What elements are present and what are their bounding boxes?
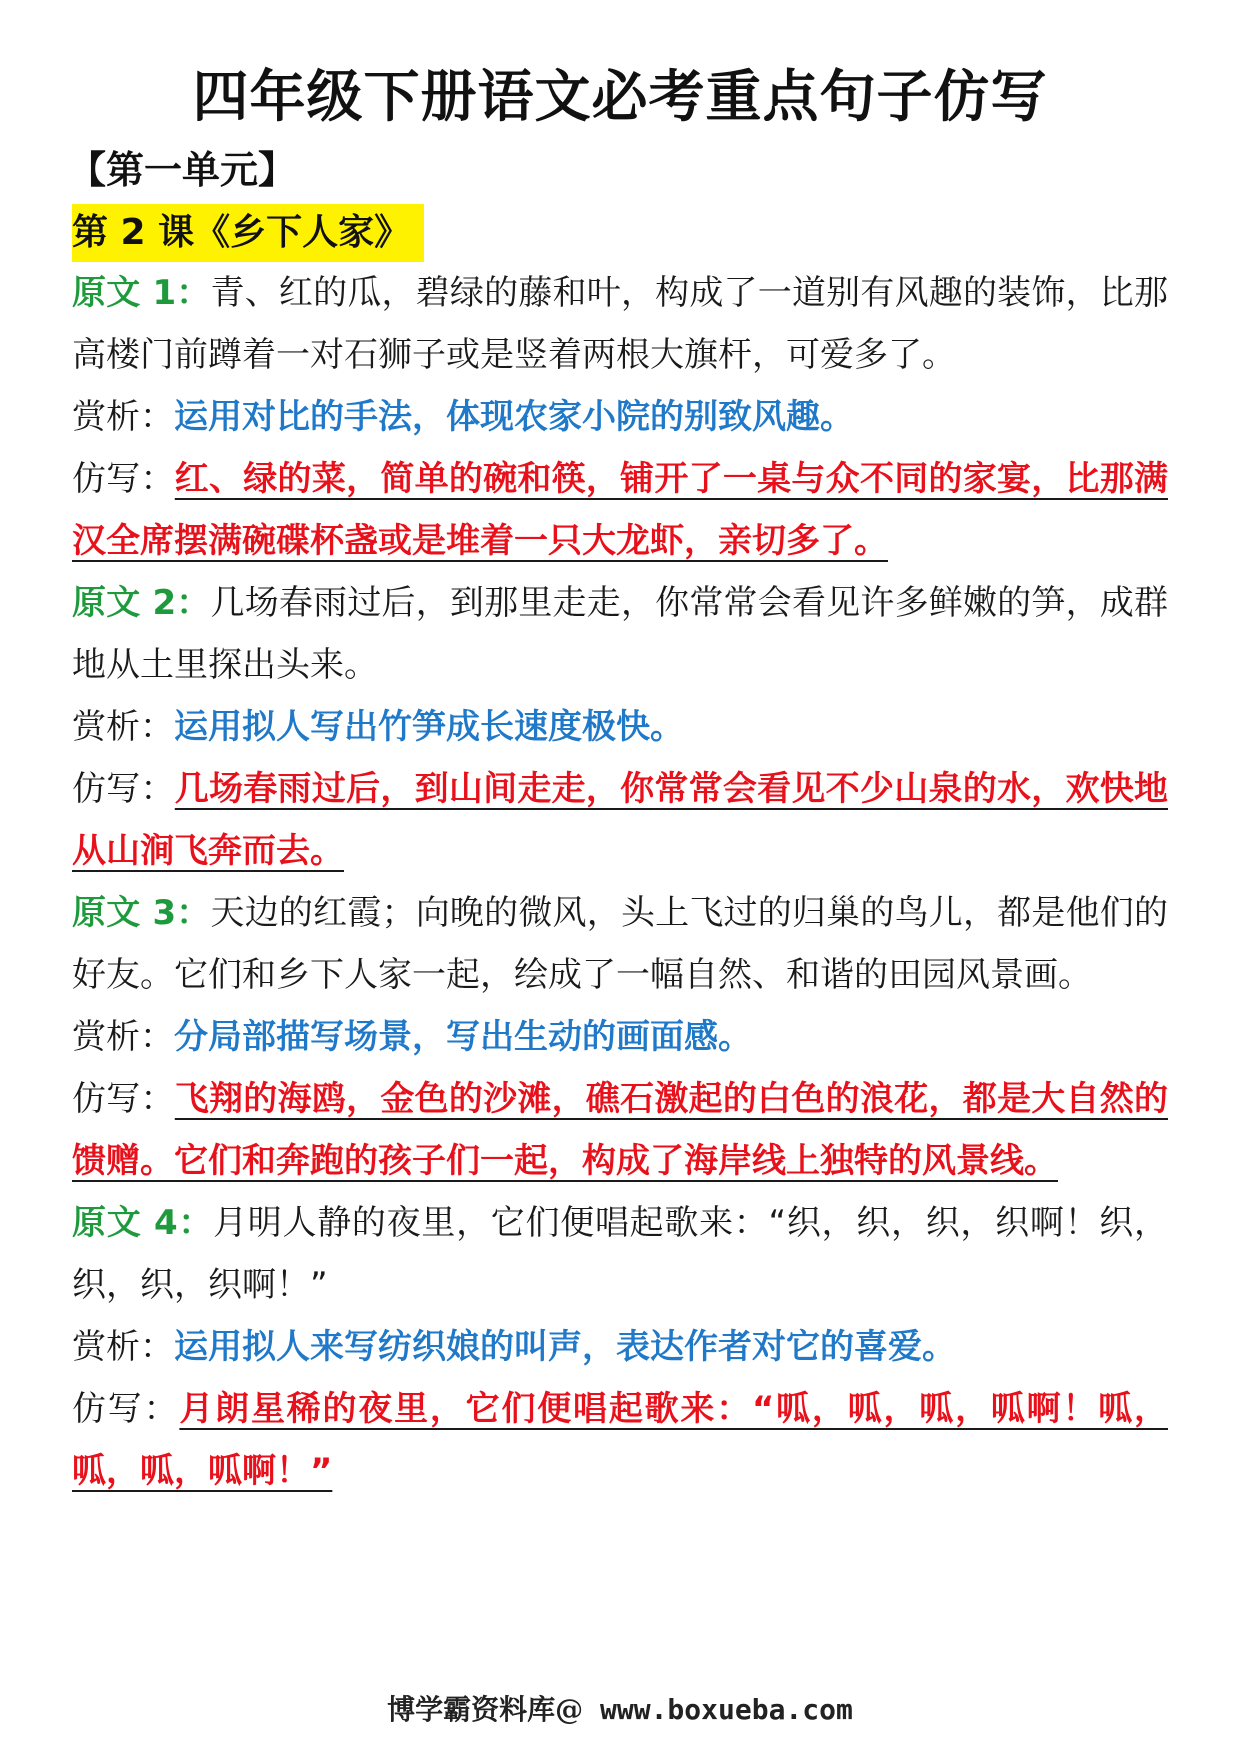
imitation-text: 飞翔的海鸥，金色的沙滩，礁石激起的白色的浪花，都是大自然的馈赠。它们和奔跑的孩子们一起，构成了海岸线上独特的风景线。 bbox=[72, 1079, 1169, 1181]
analysis-label: 赏析： bbox=[72, 1017, 174, 1057]
original-paragraph bbox=[72, 882, 1168, 1006]
sentence-entry-3 bbox=[72, 882, 1168, 1192]
analysis-paragraph bbox=[72, 1006, 1168, 1068]
original-label: 原文 3： bbox=[72, 893, 211, 933]
original-label: 原文 1： bbox=[72, 273, 211, 313]
footer-url: www.boxueba.com bbox=[583, 1693, 853, 1726]
analysis-text: 运用对比的手法，体现农家小院的别致风趣。 bbox=[174, 397, 854, 437]
imitation-text: 几场春雨过后，到山间走走，你常常会看见不少山泉的水，欢快地从山涧飞奔而去。 bbox=[72, 769, 1169, 871]
imitation-label: 仿写： bbox=[72, 1389, 180, 1429]
imitation-paragraph bbox=[72, 1378, 1168, 1502]
page-title: 四年级下册语文必考重点句子仿写 bbox=[192, 65, 1048, 130]
analysis-paragraph bbox=[72, 1316, 1168, 1378]
analysis-label: 赏析： bbox=[72, 397, 174, 437]
sentence-entry-1 bbox=[72, 262, 1168, 572]
lesson-heading: 第 2 课《乡下人家》 bbox=[72, 204, 424, 262]
unit-heading: 【第一单元】 bbox=[68, 148, 297, 192]
analysis-text: 分局部描写场景，写出生动的画面感。 bbox=[174, 1017, 752, 1057]
original-text: 天边的红霞；向晚的微风，头上飞过的归巢的鸟儿，都是他们的好友。它们和乡下人家一起，绘成了一幅自然、和谐的田园风景画。 bbox=[72, 893, 1168, 995]
imitation-label: 仿写： bbox=[72, 769, 175, 809]
imitation-paragraph bbox=[72, 1068, 1168, 1192]
analysis-text: 运用拟人写出竹笋成长速度极快。 bbox=[174, 707, 684, 747]
analysis-paragraph bbox=[72, 696, 1168, 758]
original-paragraph bbox=[72, 262, 1168, 386]
analysis-label: 赏析： bbox=[72, 707, 174, 747]
original-text: 几场春雨过后，到那里走走，你常常会看见许多鲜嫩的笋，成群地从土里探出头来。 bbox=[72, 583, 1168, 685]
original-text: 青、红的瓜，碧绿的藤和叶，构成了一道别有风趣的装饰，比那高楼门前蹲着一对石狮子或是竖着两根大旗杆，可爱多了。 bbox=[72, 273, 1168, 375]
imitation-label: 仿写： bbox=[72, 459, 175, 499]
original-label: 原文 4： bbox=[72, 1203, 214, 1243]
original-label: 原文 2： bbox=[72, 583, 211, 623]
imitation-label: 仿写： bbox=[72, 1079, 175, 1119]
footer-brand: 博学霸资料库@ bbox=[387, 1693, 584, 1726]
imitation-text: 月朗星稀的夜里，它们便唱起歌来：“呱，呱，呱，呱啊！呱，呱，呱，呱啊！” bbox=[72, 1389, 1169, 1491]
sentence-entry-4 bbox=[72, 1192, 1168, 1502]
imitation-text: 红、绿的菜，简单的碗和筷，铺开了一桌与众不同的家宴，比那满汉全席摆满碗碟杯盏或是堆着一只大龙虾，亲切多了。 bbox=[72, 459, 1169, 561]
analysis-paragraph bbox=[72, 386, 1168, 448]
imitation-paragraph bbox=[72, 448, 1168, 572]
original-text: 月明人静的夜里，它们便唱起歌来：“织，织，织，织啊！织，织，织，织啊！” bbox=[72, 1203, 1168, 1305]
original-paragraph bbox=[72, 572, 1168, 696]
original-paragraph bbox=[72, 1192, 1168, 1316]
imitation-paragraph bbox=[72, 758, 1168, 882]
analysis-text: 运用拟人来写纺织娘的叫声，表达作者对它的喜爱。 bbox=[174, 1327, 956, 1367]
analysis-label: 赏析： bbox=[72, 1327, 174, 1367]
footer-watermark bbox=[0, 1690, 1240, 1730]
sentence-entry-2 bbox=[72, 572, 1168, 882]
